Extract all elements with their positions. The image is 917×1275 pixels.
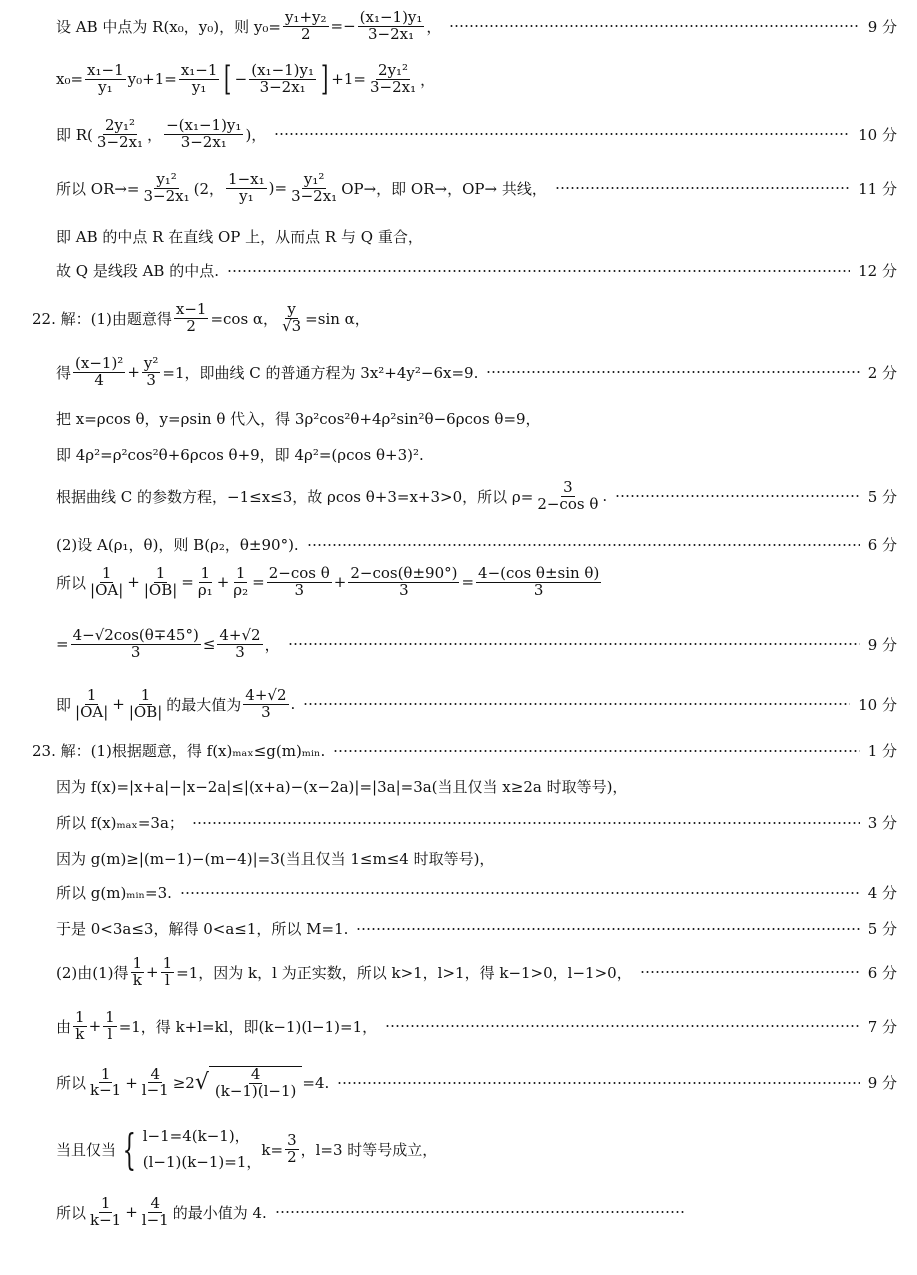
solution-line	[56, 882, 897, 903]
denominator: l−1	[141, 1081, 169, 1100]
text-run: OP→，即 OR→，OP→ 共线，	[341, 179, 547, 198]
numerator: 1	[155, 564, 166, 582]
solution-line	[56, 812, 897, 833]
text-run: ，	[147, 125, 163, 144]
text-run: +	[146, 963, 159, 982]
numerator: 1	[235, 564, 246, 582]
text-run: 把 x=ρcos θ，y=ρsin θ 代入，得 3ρ²cos²θ+4ρ²sin²θ−6ρcos θ=9，	[56, 410, 541, 428]
denominator: 2	[186, 316, 196, 335]
numerator: 1−x₁	[228, 170, 265, 188]
fraction	[142, 566, 179, 599]
score-label: 5 分	[867, 920, 897, 938]
text-run: +1=	[331, 70, 366, 88]
numerator: x₁−1	[180, 60, 218, 79]
line-content	[56, 1066, 329, 1100]
score-label: 6 分	[867, 536, 897, 554]
denominator: |OA|	[90, 580, 124, 599]
numerator: y²	[143, 354, 159, 372]
solution-line	[56, 118, 897, 151]
solution-line	[56, 534, 897, 555]
leader-dots	[274, 133, 850, 135]
leader-dots	[640, 971, 860, 973]
denominator: k	[75, 1024, 85, 1043]
text-run: 22. 解：(1)由题意得	[32, 309, 172, 328]
case-system	[116, 1124, 261, 1175]
fraction	[140, 1064, 171, 1100]
score-label: 7 分	[867, 1017, 897, 1036]
fraction	[95, 118, 145, 151]
denominator: 3	[533, 580, 544, 599]
fraction	[196, 566, 215, 599]
fraction	[358, 10, 425, 43]
denominator: k−1	[90, 1210, 122, 1229]
text-run: 由	[56, 1017, 72, 1036]
text-run: 即 AB 的中点 R 在直线 OP 上，从而点 R 与 Q 重合，	[56, 228, 423, 246]
numerator: 1	[140, 686, 151, 704]
numerator: x₁−1	[87, 60, 124, 79]
score-label: 9 分	[867, 635, 897, 654]
brace: {	[122, 1124, 137, 1174]
leader-dots	[555, 187, 850, 189]
fraction	[280, 302, 303, 335]
fraction	[127, 688, 164, 721]
text-run: k=	[261, 1140, 284, 1159]
fraction	[85, 60, 126, 96]
numerator: 1	[100, 1194, 111, 1212]
leader-dots	[356, 928, 859, 930]
fraction	[217, 628, 262, 661]
fraction	[88, 1064, 123, 1100]
leader-dots	[385, 1025, 860, 1027]
line-content	[32, 740, 325, 761]
score-label: 10 分	[858, 695, 897, 714]
fraction	[131, 956, 145, 989]
fraction	[179, 60, 220, 96]
denominator: y₁	[98, 77, 113, 96]
fraction	[213, 1067, 299, 1100]
denominator: 3	[294, 580, 304, 599]
denominator: 3	[130, 642, 141, 661]
text-run: =	[461, 573, 475, 592]
fraction	[368, 60, 418, 96]
fraction	[73, 356, 125, 389]
line-content	[56, 882, 172, 903]
text-run: 根据曲线 C 的参数方程，−1≤x≤3，故 ρcos θ+3=x+3>0，所以 ρ=	[56, 487, 534, 506]
denominator: y₁	[191, 77, 207, 96]
score-label: 2 分	[867, 363, 897, 382]
fraction	[243, 688, 288, 721]
case-line: l−1=4(k−1)，	[142, 1127, 250, 1145]
line-content	[56, 776, 627, 797]
numerator: 2−cos θ	[268, 564, 330, 582]
numerator: 3	[563, 478, 573, 496]
leader-dots	[275, 1211, 685, 1213]
fraction	[226, 172, 267, 205]
text-run: 所以 g(m)ₘᵢₙ=3.	[56, 884, 172, 902]
text-run: +	[127, 363, 140, 382]
fraction	[285, 1133, 299, 1166]
text-run: x₀=	[56, 70, 84, 88]
numerator: (x−1)²	[75, 354, 124, 372]
line-content	[56, 59, 436, 99]
numerator: 2−cos(θ±90°)	[350, 564, 458, 582]
numerator: y₁²	[303, 170, 325, 188]
fraction	[142, 172, 192, 205]
text-run: 所以	[56, 1203, 87, 1222]
score-label: 11 分	[858, 179, 897, 198]
radicand	[209, 1066, 303, 1100]
denominator: 3−2x₁	[291, 186, 338, 205]
solution-line	[56, 628, 897, 661]
text-run: =	[56, 635, 69, 654]
denominator: 4	[94, 370, 104, 389]
line-content	[56, 956, 632, 989]
denominator: l−1	[141, 1210, 169, 1229]
denominator: 3	[235, 642, 245, 661]
numerator: y₁²	[156, 170, 177, 188]
text-run: =1，即曲线 C 的普通方程为 3x²+4y²−6x=9.	[162, 363, 479, 382]
line-content	[56, 172, 547, 205]
denominator: (k−1)(l−1)	[214, 1081, 297, 1100]
fraction	[476, 566, 601, 599]
line-content	[56, 688, 295, 721]
leader-dots	[486, 371, 859, 373]
denominator: 3−2x₁	[259, 77, 306, 96]
fraction	[73, 1010, 87, 1043]
solution-line	[56, 1066, 897, 1100]
numerator: 2y₁²	[378, 60, 409, 79]
leader-dots	[337, 1082, 859, 1084]
text-run: −	[234, 70, 248, 88]
denominator: 3−2x₁	[367, 24, 415, 43]
fraction	[161, 956, 175, 989]
numerator: (x₁−1)y₁	[251, 60, 315, 79]
leader-dots	[288, 643, 860, 645]
solution-line	[56, 444, 897, 465]
numerator: 4+√2	[219, 626, 261, 644]
solution-line	[56, 1010, 897, 1043]
text-run: +	[112, 695, 125, 714]
text-run: +	[127, 573, 140, 592]
square-root	[195, 1066, 303, 1100]
text-run: =1，因为 k，l 为正实数，所以 k>1，l>1，得 k−1>0，l−1>0，	[176, 963, 632, 982]
numerator: 1	[100, 1064, 111, 1083]
line-content	[56, 1010, 377, 1043]
fraction	[348, 566, 459, 599]
solution-line	[56, 59, 897, 99]
text-run: 即	[56, 695, 72, 714]
denominator: 3−2x₁	[96, 132, 144, 151]
fraction	[71, 628, 201, 661]
line-content	[56, 812, 184, 833]
line-content	[56, 628, 280, 661]
denominator: 3−2x₁	[369, 77, 417, 96]
denominator: k	[132, 970, 142, 989]
denominator: l	[164, 970, 170, 989]
solution-line	[56, 1196, 897, 1229]
numerator: 1	[75, 1008, 85, 1026]
denominator: ρ₂	[233, 580, 249, 599]
text-run: 即 4ρ²=ρ²cos²θ+6ρcos θ+9，即 4ρ²=(ρcos θ+3)².	[56, 446, 424, 464]
text-run: 的最小值为 4.	[172, 1203, 267, 1222]
line-content	[56, 408, 541, 429]
numerator: 4+√2	[245, 686, 287, 704]
line-content	[56, 534, 299, 555]
denominator: 3−2x₁	[143, 186, 190, 205]
solution-line	[56, 688, 897, 721]
fraction	[73, 688, 110, 721]
text-run: =1，得 k+l=kl，即(k−1)(l−1)=1，	[118, 1017, 378, 1036]
numerator: y₁+y₂	[284, 8, 327, 26]
fraction	[535, 480, 600, 513]
leader-dots	[333, 750, 859, 752]
denominator: 2	[287, 1148, 297, 1166]
denominator: √3	[282, 316, 302, 335]
denominator: 3	[399, 580, 409, 599]
text-run: 因为 g(m)≥|(m−1)−(m−4)|=3(当且仅当 1≤m≤4 时取等号)，	[56, 850, 495, 868]
text-run: =cos α，	[210, 309, 279, 328]
numerator: 2y₁²	[104, 116, 136, 134]
solution-line	[56, 480, 897, 513]
bracket: [	[224, 59, 232, 99]
numerator: 1	[105, 1008, 115, 1026]
solution-line	[56, 260, 897, 281]
text-run: .	[290, 695, 296, 714]
line-content	[32, 302, 370, 335]
line-content	[56, 118, 266, 151]
text-run: +	[88, 1017, 102, 1036]
text-run: 的最大值为	[166, 695, 242, 714]
line-content	[56, 444, 424, 465]
text-run: =	[181, 573, 194, 592]
bracket: ]	[321, 59, 329, 99]
solution-line	[56, 408, 897, 429]
line-content	[56, 1124, 437, 1175]
text-run: (2，	[193, 179, 225, 198]
solution-line	[32, 302, 897, 335]
line-content	[56, 356, 478, 389]
text-run: 所以 OR→=	[56, 179, 140, 198]
solution-line	[56, 918, 897, 939]
numerator: 4	[150, 1064, 161, 1083]
denominator: 3	[146, 370, 156, 389]
leader-dots	[192, 822, 860, 824]
numerator: (x₁−1)y₁	[359, 8, 423, 26]
text-run: ，	[426, 17, 442, 36]
solution-line	[56, 1124, 897, 1175]
fraction	[103, 1010, 117, 1043]
case-line: (l−1)(k−1)=1，	[142, 1152, 262, 1171]
fraction	[88, 566, 125, 599]
score-label: 1 分	[867, 742, 897, 760]
text-run: =	[252, 573, 265, 592]
score-label: 10 分	[858, 125, 897, 144]
numerator: 1	[132, 954, 143, 972]
denominator: 2−cos θ	[537, 494, 599, 513]
line-content	[56, 226, 423, 247]
numerator: x−1	[175, 300, 207, 318]
leader-dots	[227, 270, 850, 272]
text-run: .	[602, 487, 608, 506]
score-label: 5 分	[867, 487, 897, 506]
fraction	[142, 356, 161, 389]
text-run: y₀+1=	[127, 70, 177, 88]
solution-line	[56, 356, 897, 389]
numerator: −(x₁−1)y₁	[166, 116, 242, 134]
line-content	[56, 260, 219, 281]
denominator: |OB|	[128, 702, 163, 721]
text-run: (2)由(1)得	[56, 963, 129, 982]
text-run: 设 AB 中点为 R(x₀，y₀)，则 y₀=	[56, 17, 281, 36]
text-run: 得	[56, 363, 72, 382]
text-run: =4.	[302, 1073, 330, 1092]
line-content	[56, 1196, 267, 1229]
text-run: ，l=3 时等号成立，	[300, 1141, 438, 1159]
fraction	[231, 566, 250, 599]
solution-line	[56, 172, 897, 205]
score-label: 12 分	[858, 262, 897, 280]
fraction	[289, 172, 339, 205]
numerator: 4	[250, 1065, 261, 1083]
denominator: 2	[300, 24, 311, 43]
text-run: )=	[268, 179, 288, 198]
score-label: 6 分	[867, 963, 897, 982]
denominator: |OB|	[143, 580, 178, 599]
line-content	[56, 848, 494, 869]
solution-line	[56, 10, 897, 43]
line-content	[56, 566, 603, 599]
radical-sign: √	[194, 1069, 209, 1095]
denominator: |OA|	[75, 702, 109, 721]
text-run: 故 Q 是线段 AB 的中点.	[56, 262, 219, 280]
leader-dots	[303, 703, 850, 705]
solution-line	[56, 848, 897, 869]
text-run: ，	[264, 635, 280, 654]
numerator: y	[287, 300, 296, 318]
text-run: 因为 f(x)=|x+a|−|x−2a|≤|(x+a)−(x−2a)|=|3a|=3a(当且仅当 x≥2a 时取等号)，	[56, 778, 628, 796]
text-run: ，	[420, 70, 436, 89]
line-content	[56, 480, 607, 513]
text-run: 当且仅当	[56, 1141, 117, 1159]
numerator: 1	[162, 954, 173, 972]
fraction	[164, 118, 243, 151]
fraction	[88, 1196, 123, 1229]
solution-line	[56, 566, 897, 599]
solution-line	[56, 226, 897, 247]
text-run: 所以 f(x)ₘₐₓ=3a；	[56, 814, 184, 832]
text-run: )，	[245, 125, 267, 144]
solution-line	[32, 740, 897, 761]
text-run: =sin α，	[305, 309, 370, 328]
score-label: 3 分	[867, 814, 897, 832]
numerator: 1	[200, 564, 211, 582]
fraction	[283, 10, 329, 43]
denominator: l	[107, 1024, 113, 1043]
text-run: 于是 0<3a≤3，解得 0<a≤1，所以 M=1.	[56, 920, 349, 938]
fraction	[140, 1196, 171, 1229]
text-run: 23. 解：(1)根据题意，得 f(x)ₘₐₓ≤g(m)ₘᵢₙ.	[32, 742, 326, 760]
text-run: ≤	[202, 635, 216, 654]
numerator: 1	[86, 686, 97, 704]
numerator: 4−√2cos(θ∓45°)	[72, 626, 199, 644]
text-run: 所以	[56, 573, 87, 592]
text-run: +	[125, 1073, 138, 1092]
denominator: k−1	[90, 1081, 122, 1100]
fraction	[267, 566, 332, 599]
denominator: 3	[261, 702, 271, 721]
leader-dots	[307, 544, 860, 546]
text-run: +	[333, 573, 347, 592]
text-run: ≥2	[172, 1073, 195, 1092]
score-label: 4 分	[867, 884, 897, 902]
numerator: 1	[101, 564, 112, 582]
score-label: 9 分	[867, 1074, 897, 1093]
text-run: =−	[330, 17, 356, 36]
numerator: 3	[287, 1131, 297, 1150]
leader-dots	[449, 25, 859, 27]
numerator: 4	[150, 1194, 161, 1212]
leader-dots	[180, 892, 860, 894]
line-content	[56, 10, 441, 43]
leader-dots	[615, 495, 860, 497]
text-run: +	[125, 1203, 138, 1222]
fraction	[174, 302, 209, 335]
denominator: ρ₁	[197, 580, 213, 599]
denominator: y₁	[239, 186, 254, 205]
text-run: 所以	[56, 1074, 87, 1093]
text-run: +	[216, 573, 230, 592]
text-run: 即 R(	[56, 125, 93, 144]
solution-line	[56, 956, 897, 989]
case-lines	[143, 1124, 262, 1175]
denominator: 3−2x₁	[180, 132, 227, 151]
line-content	[56, 918, 348, 939]
score-label: 9 分	[867, 17, 897, 36]
solution-line	[56, 776, 897, 797]
fraction	[249, 60, 316, 96]
numerator: 4−(cos θ±sin θ)	[478, 564, 600, 582]
text-run: (2)设 A(ρ₁，θ)，则 B(ρ₂，θ±90°).	[56, 536, 299, 554]
